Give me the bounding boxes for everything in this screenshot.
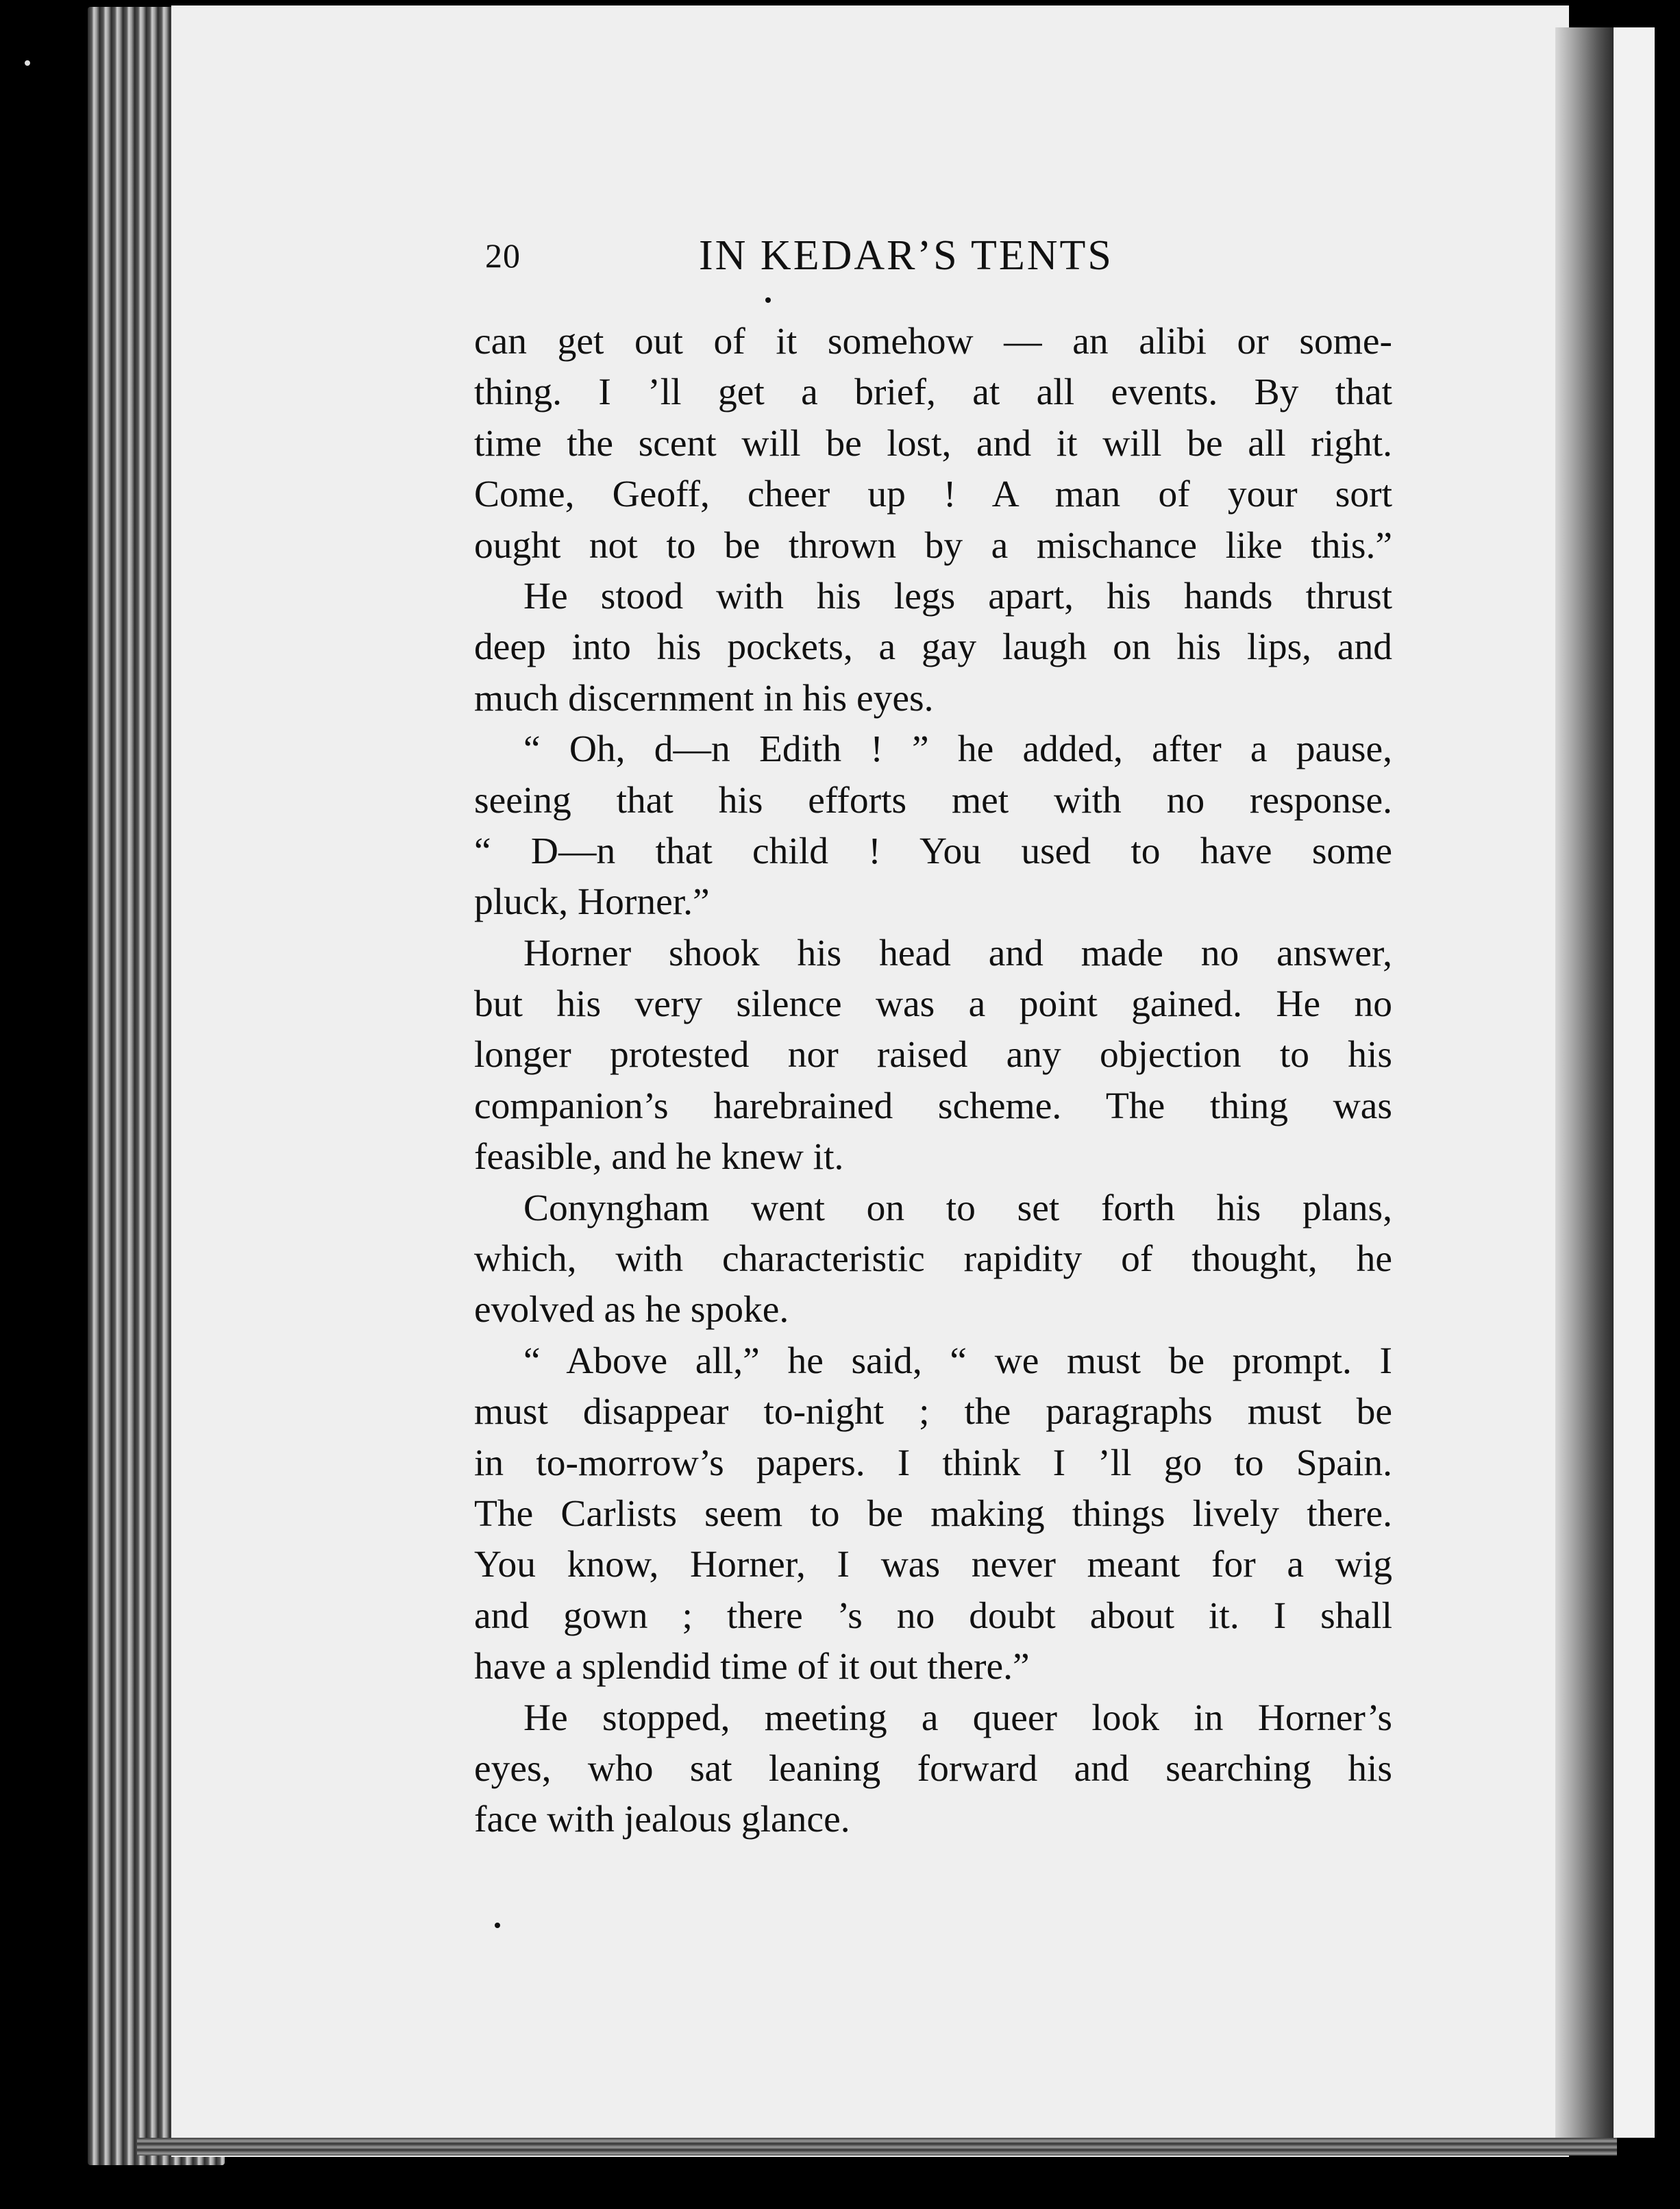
page-number: 20 [485,236,521,275]
text-line: “ D—n that child ! You used to have some [474,830,1392,872]
text-line: time the scent will be lost, and it will be all right. [474,422,1392,465]
text-line: ought not to be thrown by a mischance like this.” [474,524,1392,567]
gutter-shadow [1555,27,1617,2151]
text-line: much discernment in his eyes. [474,677,934,719]
text-line: thing. I ’ll get a brief, at all events. By that [474,371,1392,414]
page-header [485,232,1389,286]
text-line: Conyngham went on to set forth his plans, [523,1187,1392,1229]
text-line: in to-morrow’s papers. I think I ’ll go to Spain. [474,1442,1392,1484]
bottom-page-edges [137,2138,1617,2156]
text-line: have a splendid time of it out there.” [474,1646,1030,1688]
text-line: “ Above all,” he said, “ we must be prompt. I [523,1340,1392,1382]
text-line: but his very silence was a point gained. He no [474,983,1392,1026]
text-line: evolved as he spoke. [474,1289,789,1331]
text-line: must disappear to-night ; the paragraphs must be [474,1391,1392,1433]
ink-speck [495,1923,500,1928]
text-line: seeing that his efforts met with no response. [474,779,1392,822]
text-line: Come, Geoff, cheer up ! A man of your sort [474,473,1392,516]
text-line: companion’s harebrained scheme. The thing was [474,1085,1392,1127]
text-line: You know, Horner, I was never meant for a wig [474,1544,1392,1586]
text-line: which, with characteristic rapidity of thought, he [474,1238,1392,1281]
text-line: eyes, who sat leaning forward and searching his [474,1747,1392,1790]
text-line: The Carlists seem to be making things lively there. [474,1492,1392,1535]
text-line: “ Oh, d—n Edith ! ” he added, after a pause, [523,728,1392,771]
text-line: longer protested nor raised any objection to his [474,1034,1392,1076]
edge-speck [25,60,30,66]
text-line: feasible, and he knew it. [474,1136,844,1178]
body-text [474,317,1392,1846]
text-line: pluck, Horner.” [474,881,710,924]
text-line: and gown ; there ’s no doubt about it. I shall [474,1594,1392,1637]
text-line: deep into his pockets, a gay laugh on his lips, and [474,626,1392,669]
facing-page [1614,27,1655,2138]
ink-speck [765,297,771,303]
text-line: face with jealous glance. [474,1799,850,1841]
text-line: He stopped, meeting a queer look in Horner’s [523,1696,1392,1739]
running-title: IN KEDAR’S TENTS [699,232,1113,279]
text-line: can get out of it somehow — an alibi or some- [474,321,1392,362]
text-line: He stood with his legs apart, his hands thrust [523,575,1392,617]
text-line: Horner shook his head and made no answer, [523,932,1392,974]
